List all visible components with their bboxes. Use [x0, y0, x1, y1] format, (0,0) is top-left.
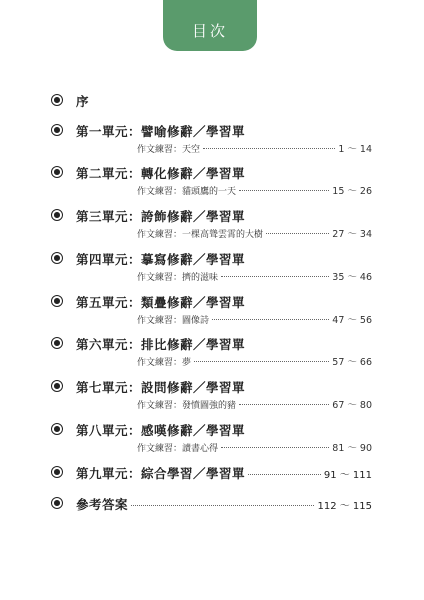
dot-leader — [266, 233, 329, 234]
toc-entry-unit-6[interactable] — [0, 337, 424, 373]
sub-label: 作文練習： — [137, 401, 183, 411]
sub-label: 作文練習： — [137, 444, 183, 454]
toc-entry-unit-3[interactable] — [0, 209, 424, 245]
entry-title: 參考答案 — [76, 497, 129, 512]
dot-leader — [239, 404, 329, 405]
entry-title: 第四單元：摹寫修辭／學習單 — [76, 252, 246, 267]
entry-title: 第二單元：轉化修辭／學習單 — [76, 166, 246, 181]
page-range: 27 ～ 34 — [332, 229, 372, 240]
sub-label: 作文練習： — [137, 273, 183, 283]
sub-label: 作文練習： — [137, 316, 183, 326]
entry-title-row — [76, 495, 372, 513]
bullet-icon — [51, 124, 63, 136]
dot-leader — [239, 190, 329, 191]
toc-title: 目次 — [191, 22, 228, 40]
page-range: 1 ～ 14 — [338, 144, 372, 155]
dot-leader — [221, 447, 329, 448]
sub-label: 作文練習： — [137, 145, 183, 155]
entry-subline — [137, 312, 372, 326]
sub-label: 作文練習： — [137, 358, 183, 368]
toc-entry-answers[interactable] — [0, 497, 424, 533]
bullet-icon — [51, 94, 63, 106]
dot-leader — [203, 148, 335, 149]
sub-text: 貓頭鷹的一天 — [182, 187, 237, 197]
sub-text: 夢 — [182, 358, 192, 368]
page-range: 35 ～ 46 — [332, 272, 372, 283]
bullet-icon — [51, 380, 63, 392]
sub-text: 一棵高聳雲霄的大樹 — [182, 230, 264, 240]
bullet-icon — [51, 166, 63, 178]
page-range: 15 ～ 26 — [332, 186, 372, 197]
toc-entry-unit-8[interactable] — [0, 423, 424, 459]
page-range: 112 ～ 115 — [317, 501, 372, 512]
entry-subline — [137, 183, 372, 197]
sub-text: 讀書心得 — [182, 444, 219, 454]
page-range: 81 ～ 90 — [332, 443, 372, 454]
bullet-icon — [51, 466, 63, 478]
sub-label: 作文練習： — [137, 230, 183, 240]
page-range: 47 ～ 56 — [332, 315, 372, 326]
entry-title: 第九單元：綜合學習／學習單 — [76, 466, 246, 481]
dot-leader — [212, 319, 329, 320]
sub-text: 圖像詩 — [182, 316, 210, 326]
entry-title: 第六單元：排比修辭／學習單 — [76, 337, 246, 352]
entry-subline — [137, 440, 372, 454]
toc-entry-unit-1[interactable] — [0, 124, 424, 160]
bullet-icon — [51, 252, 63, 264]
entry-title: 第七單元：設問修辭／學習單 — [76, 380, 246, 395]
entry-title: 第一單元：譬喻修辭／學習單 — [76, 124, 246, 139]
bullet-icon — [51, 337, 63, 349]
entry-subline — [137, 226, 372, 240]
dot-leader — [221, 276, 329, 277]
entry-subline — [137, 354, 372, 368]
entry-title: 序 — [76, 94, 90, 109]
sub-text: 發憤圖強的豬 — [182, 401, 237, 411]
toc-entry-unit-7[interactable] — [0, 380, 424, 416]
entry-title: 第五單元：類疊修辭／學習單 — [76, 295, 246, 310]
sub-text: 天空 — [182, 145, 201, 155]
toc-entry-unit-2[interactable] — [0, 166, 424, 202]
bullet-icon — [51, 209, 63, 221]
sub-text: 擠的滋味 — [182, 273, 219, 283]
toc-entry-unit-4[interactable] — [0, 252, 424, 288]
entry-title: 第八單元：感嘆修辭／學習單 — [76, 423, 246, 438]
bullet-icon — [51, 295, 63, 307]
entry-title: 第三單元：誇飾修辭／學習單 — [76, 209, 246, 224]
bullet-icon — [51, 497, 63, 509]
toc-entry-unit-5[interactable] — [0, 295, 424, 331]
page-range: 67 ～ 80 — [332, 400, 372, 411]
sub-label: 作文練習： — [137, 187, 183, 197]
entry-subline — [137, 141, 372, 155]
entry-subline — [137, 397, 372, 411]
bullet-icon — [51, 423, 63, 435]
page-range: 57 ～ 66 — [332, 357, 372, 368]
dot-leader — [131, 505, 314, 506]
page-range: 91 ～ 111 — [323, 470, 372, 481]
entry-subline — [137, 269, 372, 283]
dot-leader — [194, 361, 329, 362]
entry-title-row — [76, 464, 372, 482]
dot-leader — [248, 474, 321, 475]
